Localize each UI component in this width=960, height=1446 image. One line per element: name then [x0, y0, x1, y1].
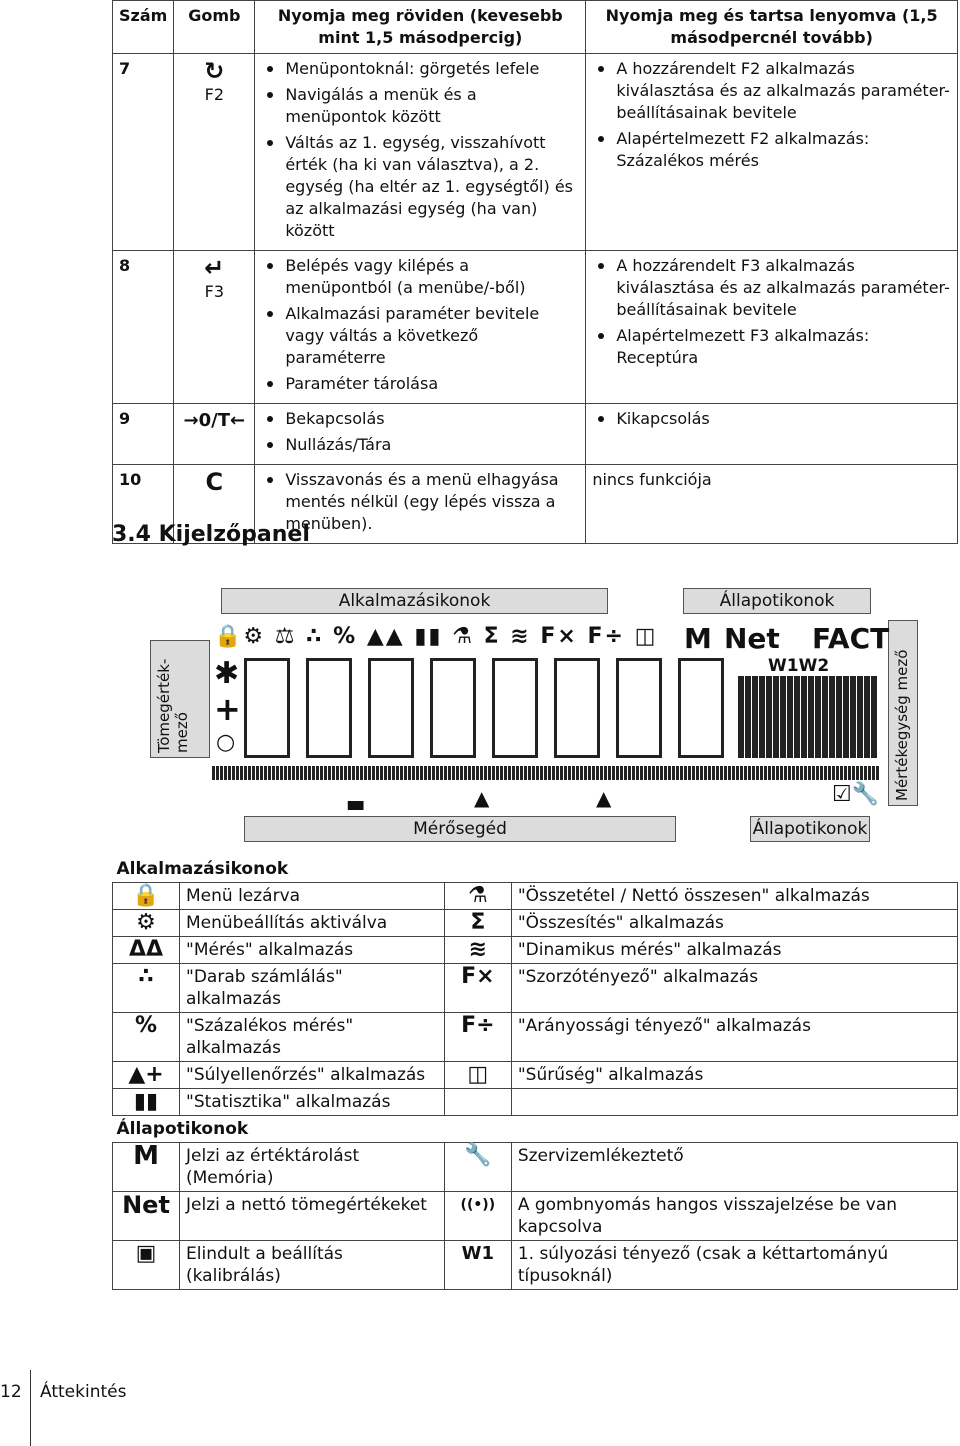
section-title: 3.4 Kijelzőpanel [112, 522, 310, 547]
legend-text: "Mérés" alkalmazás [180, 937, 445, 964]
fact-icon: FACT [812, 622, 890, 655]
net-legend-icon: Net [113, 1192, 180, 1241]
lock-icon: 🔒 [113, 883, 180, 910]
service-icon: ☑🔧 [832, 782, 880, 807]
legend-text: Jelzi a nettó tömegértékeket [180, 1192, 445, 1241]
unit-field-text: Mértékegység mező [893, 649, 911, 801]
status-heading: Állapotikonok [116, 1119, 249, 1139]
legend-text: "Százalékos mérés" alkalmazás [180, 1013, 445, 1062]
statistics-icon: ▮▮ [113, 1089, 180, 1116]
dynamic-icon: ≋ [444, 937, 511, 964]
list-item: Visszavonás és a menü elhagyása mentés nélkül (egy lépés vissza a menüben). [261, 469, 579, 535]
legend-text: Menü lezárva [180, 883, 445, 910]
list-item: Alkalmazási paraméter bevitele vagy váltás a következő paraméterre [261, 303, 579, 369]
assistant-bar [212, 766, 880, 780]
legend-text: "Dinamikus mérés" alkalmazás [511, 937, 957, 964]
section-name: Áttekintés [40, 1382, 127, 1402]
legend-text: 1. súlyozási tényező (csak a kéttartományú típusoknál) [511, 1241, 957, 1290]
upper-limit-icon: ▲ [596, 786, 612, 810]
key-label: F2 [204, 85, 224, 104]
app-heading: Alkalmazásikonok [116, 859, 289, 879]
key-zero-tare [174, 404, 255, 465]
lower-limit-icon: ▃ [348, 786, 364, 810]
legend-text: "Szorzótényező" alkalmazás [511, 964, 957, 1013]
divide-icon: F÷ [444, 1013, 511, 1062]
table-row [113, 883, 958, 910]
app-icons-label: Alkalmazásikonok [221, 588, 608, 614]
weighing-icon: ΔΔ [113, 937, 180, 964]
legend-text: Menübeállítás aktiválva [180, 910, 445, 937]
density-icon: ◫ [444, 1062, 511, 1089]
memory-legend-icon: M [113, 1143, 180, 1192]
legend-text: Jelzi az értéktárolást (Memória) [180, 1143, 445, 1192]
net-icon: Net [724, 622, 780, 655]
list-item: Bekapcsolás [261, 408, 579, 430]
formulation-icon: ⚗ [444, 883, 511, 910]
list-item: Váltás az 1. egység, visszahívott érték (ha ki van választva), a 2. egység (ha eltér az 1. egységtől) és az alkalmazási egység (ha van) között [261, 132, 579, 242]
cancel-icon: C [205, 468, 224, 496]
empty-cell [444, 1089, 511, 1116]
digit-8 [678, 658, 724, 758]
multiply-icon: F× [444, 964, 511, 1013]
table-row [113, 54, 958, 251]
row-number: 7 [113, 54, 174, 251]
col-short: Nyomja meg röviden (kevesebb mint 1,5 másodpercig) [255, 1, 586, 54]
page-number: 12 [0, 1382, 22, 1402]
sum-icon: Σ [444, 910, 511, 937]
unit-field-label [888, 620, 918, 806]
counting-icon: ∴ [113, 964, 180, 1013]
table-row [113, 1089, 958, 1116]
list-item: Alapértelmezett F2 alkalmazás: Százalékos mérés [592, 128, 951, 172]
unit-matrix [738, 676, 878, 758]
zero-tare-icon: →0/T← [183, 410, 246, 431]
percent-icon: % [113, 1013, 180, 1062]
table-row [113, 1143, 958, 1192]
col-key: Gomb [174, 1, 255, 54]
digit-6 [554, 658, 600, 758]
check-weighing-icon: ▲+ [113, 1062, 180, 1089]
list-item: A hozzárendelt F3 alkalmazás kiválasztása és az alkalmazás paraméter-beállításainak bevitele [592, 255, 951, 321]
weight-field-label [150, 640, 210, 758]
row-number: 10 [113, 465, 174, 544]
legend-text: Elindult a beállítás (kalibrálás) [180, 1241, 445, 1290]
digit-3 [368, 658, 414, 758]
key-f2 [174, 54, 255, 251]
no-function: nincs funkciója [586, 465, 958, 544]
digit-5 [492, 658, 538, 758]
list-item: Paraméter tárolása [261, 373, 579, 395]
status-icons-label-top: Állapotikonok [683, 588, 871, 614]
table-row [113, 1241, 958, 1290]
table-row [113, 964, 958, 1013]
beep-icon: ((•)) [444, 1192, 511, 1241]
key-f3 [174, 251, 255, 404]
digit-7 [616, 658, 662, 758]
empty-cell [511, 1089, 957, 1116]
row-number: 9 [113, 404, 174, 465]
list-item: Menüpontoknál: görgetés lefele [261, 58, 579, 80]
legend-text: "Összesítés" alkalmazás [511, 910, 957, 937]
status-icons-label-bottom: Állapotikonok [750, 816, 870, 842]
w1-icon: W1 [444, 1241, 511, 1290]
legend-text: "Darab számlálás" alkalmazás [180, 964, 445, 1013]
key-label: F3 [204, 282, 224, 301]
memory-icon: M [684, 622, 712, 655]
legend-text: "Összetétel / Nettó összesen" alkalmazás [511, 883, 957, 910]
settings-icon: ⚙ [113, 910, 180, 937]
legend-text: "Statisztika" alkalmazás [180, 1089, 445, 1116]
legend-text: "Sűrűség" alkalmazás [511, 1062, 957, 1089]
zero-icon: ○ [216, 730, 236, 755]
list-item: A hozzárendelt F2 alkalmazás kiválasztása és az alkalmazás paraméter-beállításainak bevitele [592, 58, 951, 124]
table-row [113, 251, 958, 404]
w1w2-icon: W1W2 [768, 656, 830, 676]
legend-text: Szervizemlékeztető [511, 1143, 957, 1192]
plus-icon: + [214, 690, 241, 728]
scroll-icon: ↻ [204, 57, 225, 85]
target-icon: ▲ [474, 786, 490, 810]
table-row [113, 937, 958, 964]
col-long: Nyomja meg és tartsa lenyomva (1,5 másodpercnél tovább) [586, 1, 958, 54]
legend-text: "Súlyellenőrzés" alkalmazás [180, 1062, 445, 1089]
table-row [113, 404, 958, 465]
digit-4 [430, 658, 476, 758]
app-icon-row: 🔒⚙ ⚖ ∴ % ▲▲ ▮▮ ⚗ Σ ≋ F× F÷ ◫ [214, 624, 658, 649]
footer-divider [30, 1370, 31, 1446]
list-item: Alapértelmezett F3 alkalmazás: Receptúra [592, 325, 951, 369]
enter-icon: ↵ [204, 254, 225, 282]
list-item: Navigálás a menük és a menüpontok között [261, 84, 579, 128]
list-item: Belépés vagy kilépés a menüpontból (a menübe/-ből) [261, 255, 579, 299]
digit-2 [306, 658, 352, 758]
list-item: Nullázás/Tára [261, 434, 579, 456]
legend-text: "Arányossági tényező" alkalmazás [511, 1013, 957, 1062]
keys-table [112, 0, 958, 544]
digit-1 [244, 658, 290, 758]
calibration-icon: ▣ [113, 1241, 180, 1290]
row-number: 8 [113, 251, 174, 404]
legend-text: A gombnyomás hangos visszajelzése be van kapcsolva [511, 1192, 957, 1241]
weight-field-text: Tömegérték-mező [155, 658, 191, 753]
legend-table [112, 856, 958, 1290]
table-row [113, 910, 958, 937]
list-item: Kikapcsolás [592, 408, 951, 430]
assistant-label: Mérősegéd [244, 816, 676, 842]
table-row [113, 1192, 958, 1241]
table-row [113, 1013, 958, 1062]
table-row [113, 1062, 958, 1089]
col-num: Szám [113, 1, 174, 54]
wrench-icon: 🔧 [444, 1143, 511, 1192]
asterisk-icon: ✱ [214, 656, 240, 691]
